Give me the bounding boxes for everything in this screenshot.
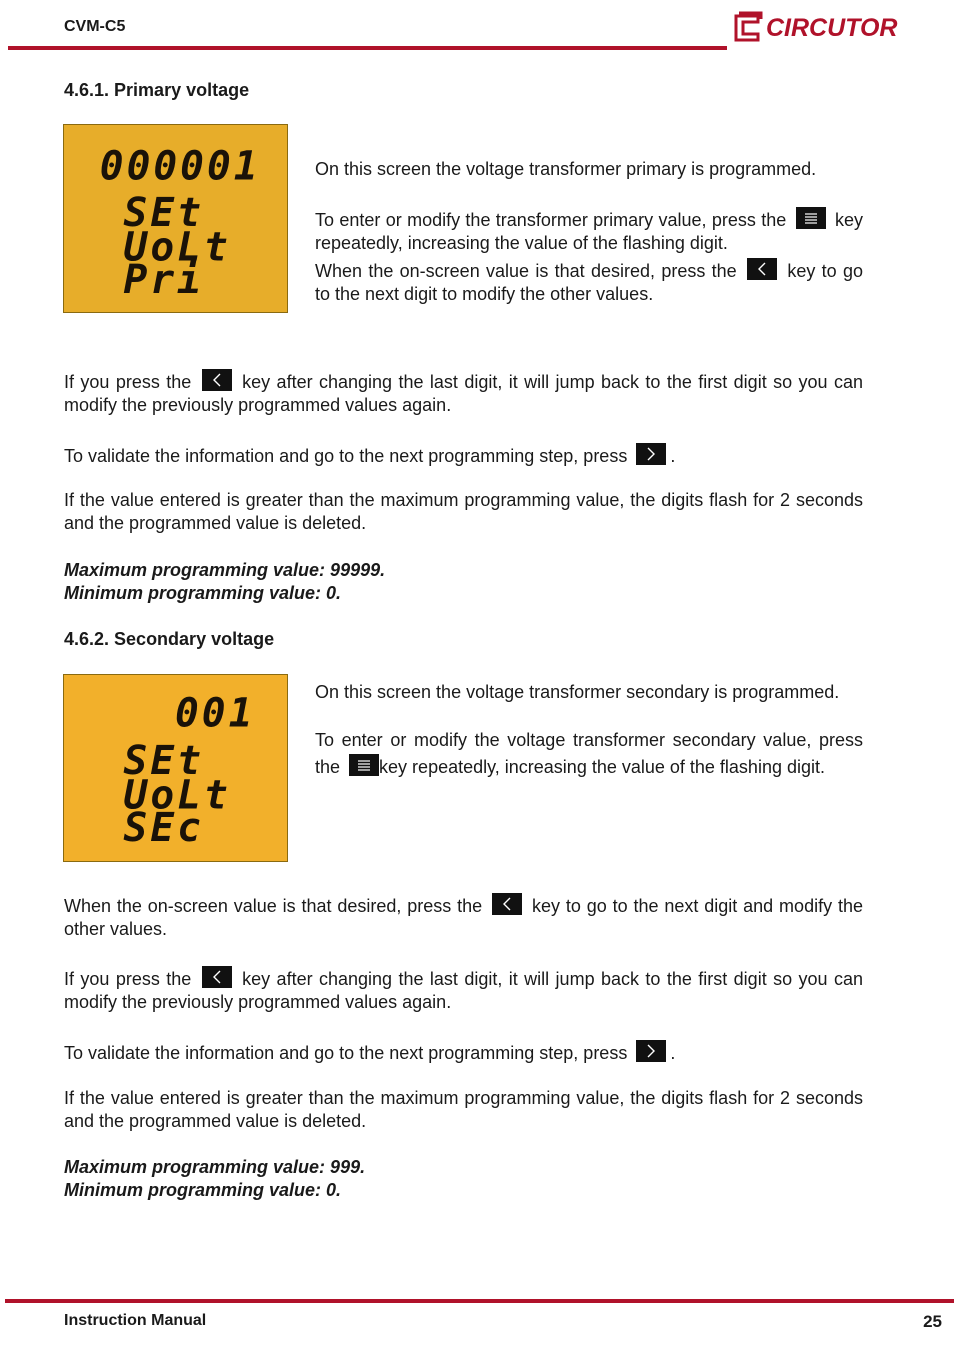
paragraph: To enter or modify the voltage transformer secondary value, press the key repeatedly, increasing the value of the flashing digit. (315, 730, 863, 777)
paragraph: If you press the key after changing the last digit, it will jump back to the first digit so you can modify the previously programmed values again. (64, 369, 863, 417)
max-value-note: Maximum programming value: 99999. (64, 560, 386, 580)
page-number: 25 (923, 1312, 942, 1331)
paragraph: On this screen the voltage transformer primary is programmed. (315, 159, 817, 179)
paragraph: If you press the key after changing the last digit, it will jump back to the first digit so you can modify the previously programmed values again. (64, 966, 863, 1014)
lcd-line-value: 001 (175, 690, 256, 737)
circutor-logo (730, 8, 910, 46)
lcd-line-value: 000001 (99, 143, 261, 190)
min-value-note: Minimum programming value: 0. (64, 583, 342, 603)
brand-name: CIRCUTOR (766, 14, 898, 42)
header-rule (8, 46, 727, 50)
footer-rule (5, 1299, 954, 1303)
lcd-line-pri: Pri (123, 257, 204, 304)
menu-key-icon (796, 207, 826, 229)
section-title-secondary-voltage: 4.6.2. Secondary voltage (64, 629, 275, 649)
left-arrow-key-icon (747, 258, 777, 280)
paragraph: To validate the information and go to the next programming step, press . (64, 443, 863, 468)
document-model: CVM-C5 (64, 18, 126, 35)
paragraph: To validate the information and go to the next programming step, press . (64, 1040, 863, 1065)
max-value-note: Maximum programming value: 999. (64, 1157, 366, 1177)
section-title-primary-voltage: 4.6.1. Primary voltage (64, 80, 250, 100)
lcd-line-volt: UoLt (123, 224, 231, 271)
left-arrow-key-icon (202, 369, 232, 391)
lcd-line-sec: SEc (123, 805, 204, 852)
paragraph: If the value entered is greater than the maximum programming value, the digits flash for 2 seconds and the programmed value is deleted. (64, 1088, 863, 1131)
menu-key-icon (349, 754, 379, 776)
paragraph: When the on-screen value is that desired, press the key to go to the next digit to modify the other values. (315, 258, 863, 306)
paragraph: On this screen the voltage transformer secondary is programmed. (315, 682, 840, 702)
lcd-line-set: SEt (123, 189, 204, 236)
footer-title: Instruction Manual (64, 1312, 207, 1329)
min-value-note: Minimum programming value: 0. (64, 1180, 342, 1200)
lcd-line-volt: UoLt (123, 772, 231, 819)
left-arrow-key-icon (492, 893, 522, 915)
lcd-display-primary (63, 124, 288, 313)
right-arrow-key-icon (636, 443, 666, 465)
right-arrow-key-icon (636, 1040, 666, 1062)
paragraph: To enter or modify the transformer primary value, press the key repeatedly, increasing the value of the flashing digit. (315, 207, 863, 255)
paragraph: When the on-screen value is that desired, press the key to go to the next digit and modify the other values. (64, 893, 863, 941)
left-arrow-key-icon (202, 966, 232, 988)
paragraph: If the value entered is greater than the maximum programming value, the digits flash for 2 seconds and the programmed value is deleted. (64, 490, 863, 533)
lcd-display-secondary (63, 674, 288, 862)
lcd-line-set: SEt (123, 737, 204, 784)
